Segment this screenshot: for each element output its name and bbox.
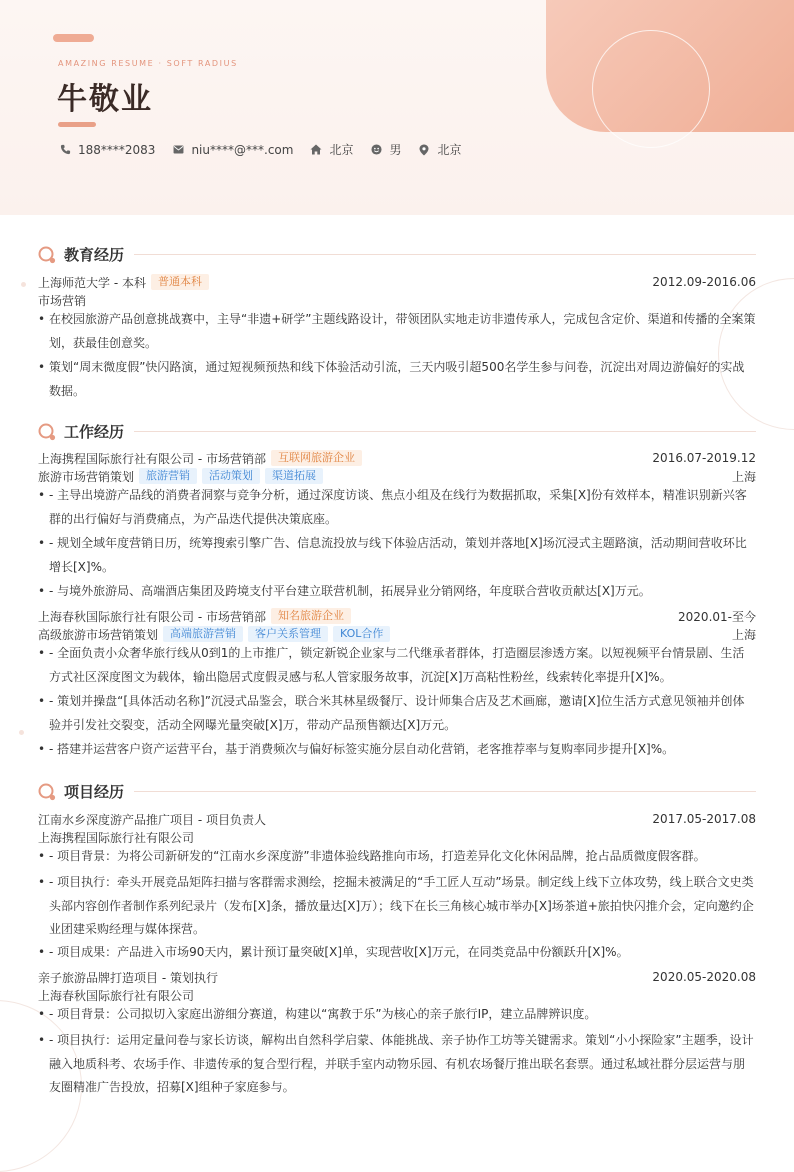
project-bullet: • - 项目背景：为将公司新研发的“江南水乡深度游”非遗体验线路推向市场，打造差异化文化休闲品牌，抢占品质微度假客群。 (38, 845, 756, 869)
decor-dot (19, 730, 24, 735)
project-name: 亲子旅游品牌打造项目 - 策划执行 (38, 970, 218, 985)
section-divider (134, 791, 756, 792)
job-company: 上海携程国际旅行社有限公司 - 市场营销部 (38, 451, 266, 466)
job-bullet: • - 搭建并运营客户资产运营平台，基于消费频次与偏好标签实施分层自动化营销，老客推荐率与复购率同步提升[X]%。 (38, 738, 756, 762)
education-major: 市场营销 (38, 293, 87, 308)
job-date: 2020.01-至今 (678, 609, 756, 624)
skill-tag: 高端旅游营销 (163, 626, 243, 642)
section-projects-title: 项目经历 (64, 783, 125, 801)
job-header (38, 607, 756, 625)
contact-bar (58, 141, 478, 158)
project-bullet: • - 项目执行：运用定量问卷与家长访谈，解构出自然科学启蒙、体能挑战、亲子协作工坊等关键需求。策划“小小探险家”主题季，设计融入地质科考、农场手作、非遗传承的复合型行程，并联手室内动物乐园、有机农场餐厅推出联名套票。通过私域社群分层运营与朋友圈精准广告投放，招募[X]组种子家庭参与。 (38, 1029, 756, 1100)
tagline: AMAZING RESUME · SOFT RADIUS (58, 59, 238, 68)
skill-tag: 活动策划 (202, 468, 260, 484)
section-work-header (38, 421, 756, 442)
contact-location-text: 北京 (437, 143, 462, 157)
contact-email (171, 143, 293, 157)
contact-phone-text: 188****2083 (78, 142, 156, 157)
job-bullet: • - 规划全域年度营销日历，统筹搜索引擎广告、信息流投放与线下体验店活动，策划并落地[X]场沉浸式主题路演，活动期间营收环比增长[X]%。 (38, 532, 756, 579)
job-date: 2016.07-2019.12 (652, 451, 756, 465)
job-bullet: • - 全面负责小众奢华旅行线从0到1的上市推广，锁定新锐企业家与二代继承者群体，打造圈层渗透方案。以短视频平台情景剧、生活方式社区深度图文为载体，输出隐居式度假灵感与私人管家服务故事，沉淀[X]万高粘性粉丝，线索转化率提升[X]%。 (38, 642, 756, 689)
contact-gender (369, 141, 401, 158)
job-role: 旅游市场营销策划 (38, 469, 135, 484)
job-city: 上海 (731, 627, 756, 642)
section-icon (38, 246, 56, 264)
project-org-row (38, 986, 756, 1004)
contact-residence-text: 北京 (329, 143, 354, 157)
project-bullet: • - 项目执行：牵头开展竞品矩阵扫描与客群需求测绘，挖掘未被满足的“手工匠人互动”场景。制定线上线下立体攻势，线上联合文史类头部内容创作者制作系列纪录片（发布[X]条，播放量达[X]万）；线下在长三角核心城市举办[X]场茶道+旅拍快闪推介会，定向邀约企业团建采购经理与媒体探营。 (38, 871, 756, 942)
job-city: 上海 (731, 469, 756, 484)
job-role-row (38, 625, 756, 643)
job-bullet: • - 与境外旅游局、高端酒店集团及跨境支付平台建立联营机制，拓展异业分销网络，年度联合营收贡献达[X]万元。 (38, 580, 756, 604)
location-pin-icon (417, 143, 431, 157)
job-role-row (38, 467, 756, 485)
contact-residence (309, 141, 353, 158)
header-decor-ring (592, 30, 710, 148)
project-org-row (38, 828, 756, 846)
section-education-header (38, 244, 756, 265)
job-company-tag: 知名旅游企业 (271, 608, 351, 624)
contact-gender-text: 男 (389, 143, 402, 157)
candidate-name: 牛敬业 (57, 82, 153, 117)
project-org: 上海春秋国际旅行社有限公司 (38, 988, 195, 1003)
home-icon (309, 143, 323, 157)
phone-icon (58, 143, 72, 157)
project-header (38, 810, 756, 828)
project-bullet: • - 项目背景：公司拟切入家庭出游细分赛道，构建以“寓教于乐”为核心的亲子旅行IP，建立品牌辨识度。 (38, 1003, 756, 1027)
gender-icon (369, 143, 383, 157)
name-underline (58, 122, 96, 127)
contact-location (417, 141, 461, 158)
section-icon (38, 783, 56, 801)
skill-tag: 渠道拓展 (265, 468, 323, 484)
contact-email-text: niu****@***.com (191, 142, 294, 157)
job-header (38, 449, 756, 467)
education-bullet: • 策划“周末微度假”快闪路演，通过短视频预热和线下体验活动引流，三天内吸引超500名学生参与问卷，沉淀出对周边游偏好的实战数据。 (38, 356, 756, 403)
education-tag: 普通本科 (151, 274, 209, 290)
education-school: 上海师范大学 - 本科 (38, 275, 146, 290)
job-company: 上海春秋国际旅行社有限公司 - 市场营销部 (38, 609, 266, 624)
education-date: 2012.09-2016.06 (652, 275, 756, 289)
section-education-title: 教育经历 (64, 246, 125, 264)
project-date: 2017.05-2017.08 (652, 812, 756, 826)
project-bullet: • - 项目成果：产品进入市场90天内，累计预订量突破[X]单，实现营收[X]万元，在同类竞品中份额跃升[X]%。 (38, 941, 756, 965)
section-work-title: 工作经历 (64, 423, 125, 441)
education-bullet: • 在校园旅游产品创意挑战赛中，主导“非遗+研学”主题线路设计，带领团队实地走访非遗传承人，完成包含定价、渠道和传播的全案策划，获最佳创意奖。 (38, 308, 756, 355)
project-name: 江南水乡深度游产品推广项目 - 项目负责人 (38, 812, 266, 827)
skill-tag: KOL合作 (333, 626, 390, 642)
project-date: 2020.05-2020.08 (652, 970, 756, 984)
decor-dot (21, 282, 26, 287)
contact-phone (58, 143, 155, 157)
skill-tag: 旅游营销 (139, 468, 197, 484)
job-role: 高级旅游市场营销策划 (38, 627, 159, 642)
section-divider (134, 431, 756, 432)
project-header (38, 968, 756, 986)
education-entry-header (38, 273, 756, 291)
job-company-tag: 互联网旅游企业 (271, 450, 362, 466)
skill-tag: 客户关系管理 (248, 626, 328, 642)
job-bullet: • - 主导出境游产品线的消费者洞察与竞争分析，通过深度访谈、焦点小组及在线行为数据抓取，采集[X]份有效样本，精准识别新兴客群的出行偏好与消费痛点，为产品迭代提供决策底座。 (38, 484, 756, 531)
education-major-row (38, 291, 756, 309)
section-projects-header (38, 781, 756, 802)
job-bullet: • - 策划并操盘“[具体活动名称]”沉浸式品鉴会，联合米其林星级餐厅、设计师集合店及艺术画廊，邀请[X]位生活方式意见领袖并创体验并引发社交裂变，活动全网曝光量突破[X]万，带动产品预售额达[X]万元。 (38, 690, 756, 737)
section-divider (134, 254, 756, 255)
section-icon (38, 423, 56, 441)
mail-icon (171, 143, 185, 157)
header-accent-bar (53, 34, 94, 42)
project-org: 上海携程国际旅行社有限公司 (38, 830, 195, 845)
